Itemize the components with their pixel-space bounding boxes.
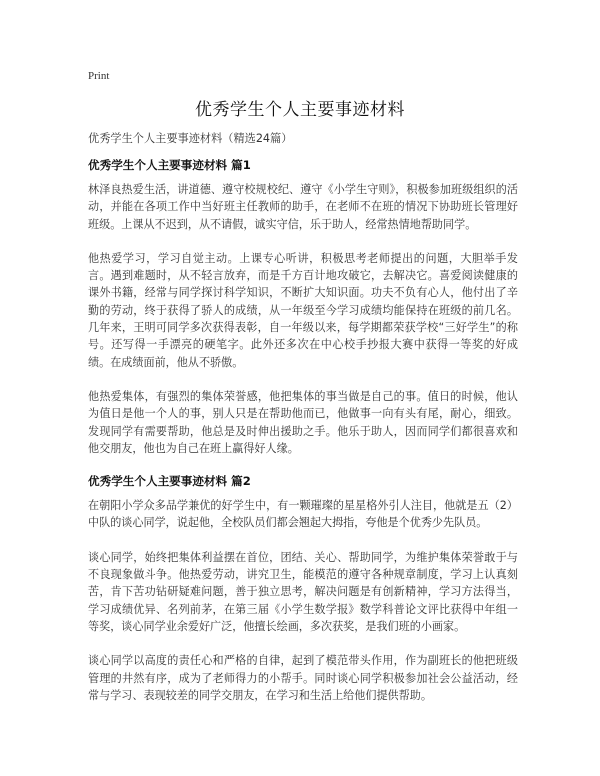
paragraph: 林泽良热爱生活，讲道德、遵守校规校纪、遵守《小学生守则》，积极参加班级组织的活动，并能在各项工作中当好班主任教师的助手，在老师不在班的情况下协助班长管理好班级。上课从不迟到，从不请假，诚实守信，乐于助人，经常热情地帮助同学。 (88, 183, 518, 231)
document-body (88, 131, 518, 704)
paragraph: 他热爱学习，学习自觉主动。上课专心听讲，积极思考老师提出的问题，大胆举手发言。遇到难题时，从不轻言放弃，而是千方百计地攻破它，去解决它。喜爱阅读健康的课外书籍，经常与同学探讨科学知识，不断扩大知识面。功夫不负有心人，他付出了辛勤的劳动，终于获得了骄人的成绩，从一年级至今学习成绩均能保持在班级的前几名。几年来，王明可同学多次获得表彰，自一年级以来，每学期都荣获学校“三好学生”的称号。还写得一手漂亮的硬笔字。此外还多次在中心校手抄报大赛中获得一等奖的好成绩。在成绩面前，他从不骄傲。 (88, 251, 518, 369)
paragraph: 他热爱集体，有强烈的集体荣誉感，他把集体的事当做是自己的事。值日的时候，他认为值日是他一个人的事，别人只是在帮助他而已，他做事一向有头有尾，耐心，细致。发现同学有需要帮助，他总是及时伸出援助之手。他乐于助人，因而同学们都很喜欢和他交朋友，他也为自己在班上赢得好人缘。 (88, 389, 518, 455)
print-label: Print (88, 70, 110, 82)
section-heading: 优秀学生个人主要事迹材料 篇1 (88, 158, 251, 172)
document-title: 优秀学生个人主要事迹材料 (195, 100, 405, 120)
paragraph: 在朝阳小学众多品学兼优的好学生中，有一颗璀璨的星星格外引人注目，他就是五（2）中队的谈心同学，说起他，全校队员们都会翘起大拇指，夸他是个优秀少先队员。 (88, 499, 518, 530)
section-heading: 优秀学生个人主要事迹材料 篇2 (88, 474, 251, 489)
section-2 (88, 474, 518, 704)
paragraph: 谈心同学以高度的责任心和严格的自律，起到了模范带头作用，作为副班长的他把班级管理的井然有序，成为了老师得力的小帮手。同时谈心同学积极参加社会公益活动，经常与学习、表现较差的同学交朋友，在学习和生活上给他们提供帮助。 (88, 654, 518, 702)
section-1 (88, 158, 518, 457)
document-subtitle: 优秀学生个人主要事迹材料（精选24篇） (88, 132, 293, 145)
paragraph: 谈心同学，始终把集体利益摆在首位，团结、关心、帮助同学，为维护集体荣誉敢于与不良现象做斗争。他热爱劳动，讲究卫生，能模范的遵守各种规章制度，学习上认真刻苦，肯下苦功钻研疑难问题，善于独立思考，解决问题是有创新精神，学习方法得当，学习成绩优异、名列前茅，在第三届《小学生数学报》数学科普论文评比获得中年组一等奖，谈心同学业余爱好广泛，他擅长绘画，多次获奖，是我们班的小画家。 (88, 550, 518, 633)
